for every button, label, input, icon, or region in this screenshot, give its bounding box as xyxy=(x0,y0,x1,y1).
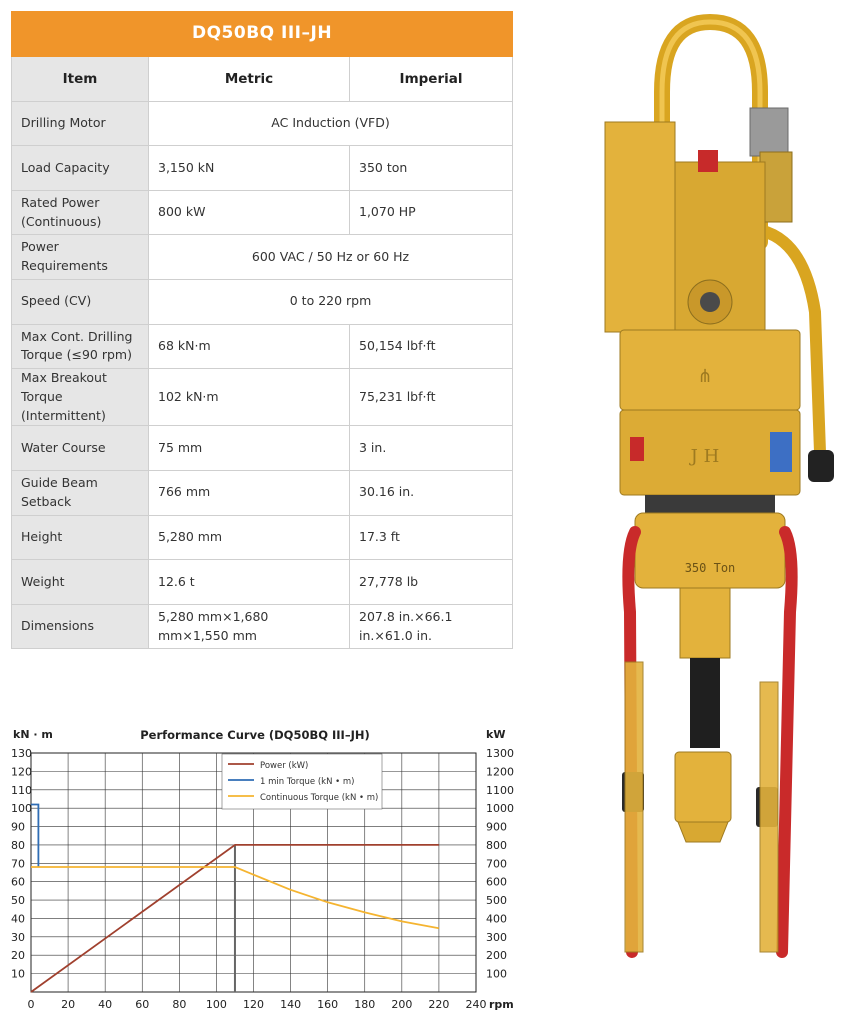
spec-value-metric: 800 kW xyxy=(149,190,350,235)
y-left-tick-label: 40 xyxy=(11,912,25,926)
pipe-handler xyxy=(690,658,720,748)
spec-title: DQ50BQ III–JH xyxy=(12,12,513,57)
spec-item-label: Height xyxy=(12,515,149,560)
spec-item-label: Speed (CV) xyxy=(12,279,149,324)
y-right-axis-title: kW xyxy=(486,728,506,741)
spec-row xyxy=(12,426,513,471)
y-left-tick-label: 10 xyxy=(11,967,25,981)
spec-value-metric: 5,280 mm xyxy=(149,515,350,560)
y-right-tick-label: 900 xyxy=(486,820,507,834)
spec-item-label: Max Breakout Torque (Intermittent) xyxy=(12,369,149,426)
x-tick-label: 180 xyxy=(354,998,376,1011)
spec-item-label: Rated Power (Continuous) xyxy=(12,190,149,235)
spec-value-metric: 766 mm xyxy=(149,471,350,516)
spec-value-imperial: 30.16 in. xyxy=(350,471,513,516)
y-right-tick-label: 300 xyxy=(486,930,507,944)
spec-item-label: Dimensions xyxy=(12,604,149,649)
x-tick-label: 100 xyxy=(205,998,227,1011)
x-tick-label: 200 xyxy=(391,998,413,1011)
y-left-tick-label: 50 xyxy=(11,894,25,908)
hose-end-cap xyxy=(808,450,834,482)
shaft-nose xyxy=(678,822,728,842)
spec-item-label: Power Requirements xyxy=(12,235,149,280)
spec-value-imperial: 3 in. xyxy=(350,426,513,471)
y-left-tick-label: 100 xyxy=(11,802,32,816)
spec-row xyxy=(12,235,513,280)
chart-title: Performance Curve (DQ50BQ III–JH) xyxy=(140,728,370,742)
spec-table xyxy=(11,11,513,649)
x-tick-label: 0 xyxy=(27,998,35,1011)
legend-label-1: 1 min Torque (kN • m) xyxy=(260,777,355,787)
spec-row xyxy=(12,279,513,324)
spec-row xyxy=(12,324,513,369)
y-left-tick-label: 130 xyxy=(11,747,32,760)
link-adapter xyxy=(635,513,785,588)
y-left-tick-label: 120 xyxy=(11,765,32,779)
spec-value-metric: 75 mm xyxy=(149,426,350,471)
left-elevator xyxy=(625,662,643,952)
header-metric: Metric xyxy=(149,57,350,102)
spec-value-metric: 12.6 t xyxy=(149,560,350,605)
right-link xyxy=(782,532,792,952)
y-right-tick-label: 600 xyxy=(486,875,507,889)
spec-value-merged: AC Induction (VFD) xyxy=(149,101,513,146)
spec-value-imperial: 75,231 lbf·ft xyxy=(350,369,513,426)
red-port xyxy=(630,437,644,461)
spec-item-label: Max Cont. Drilling Torque (≤90 rpm) xyxy=(12,324,149,369)
y-right-tick-label: 1200 xyxy=(486,765,514,779)
spec-body xyxy=(12,101,513,649)
spec-value-metric: 102 kN·m xyxy=(149,369,350,426)
spec-value-metric: 5,280 mm×1,680 mm×1,550 mm xyxy=(149,604,350,649)
y-left-tick-label: 90 xyxy=(11,820,25,834)
capacity-stamp: 350 Ton xyxy=(684,561,736,575)
blue-port xyxy=(770,432,792,472)
y-right-tick-label: 100 xyxy=(486,967,507,981)
y-right-tick-label: 1100 xyxy=(486,783,514,797)
spec-value-imperial: 27,778 lb xyxy=(350,560,513,605)
spec-item-label: Drilling Motor xyxy=(12,101,149,146)
spec-value-imperial: 50,154 lbf·ft xyxy=(350,324,513,369)
x-tick-label: 240 xyxy=(465,998,487,1011)
spec-value-merged: 0 to 220 rpm xyxy=(149,279,513,324)
y-right-tick-label: 400 xyxy=(486,912,507,926)
spec-row xyxy=(12,604,513,649)
header-item: Item xyxy=(12,57,149,102)
spec-value-imperial: 207.8 in.×66.1 in.×61.0 in. xyxy=(350,604,513,649)
performance-chart xyxy=(0,720,520,1020)
y-left-tick-label: 80 xyxy=(11,838,25,852)
spec-value-imperial: 17.3 ft xyxy=(350,515,513,560)
spec-value-merged: 600 VAC / 50 Hz or 60 Hz xyxy=(149,235,513,280)
spec-value-imperial: 350 ton xyxy=(350,146,513,191)
y-left-tick-label: 20 xyxy=(11,949,25,963)
saver-sub xyxy=(675,752,731,822)
right-elevator xyxy=(760,682,778,952)
drilling-motor xyxy=(605,122,675,332)
y-right-tick-label: 500 xyxy=(486,894,507,908)
y-right-tick-label: 700 xyxy=(486,857,507,871)
spec-item-label: Guide Beam Setback xyxy=(12,471,149,516)
x-axis-title: rpm xyxy=(489,998,514,1011)
legend-label-0: Power (kW) xyxy=(260,761,309,771)
legend-label-2: Continuous Torque (kN • m) xyxy=(260,793,379,803)
spec-row xyxy=(12,471,513,516)
x-tick-label: 160 xyxy=(317,998,339,1011)
spec-value-imperial: 1,070 HP xyxy=(350,190,513,235)
x-tick-label: 40 xyxy=(98,998,113,1011)
red-valve xyxy=(698,150,718,172)
spec-row xyxy=(12,101,513,146)
x-tick-label: 120 xyxy=(243,998,264,1011)
spec-value-metric: 3,150 kN xyxy=(149,146,350,191)
spec-item-label: Weight xyxy=(12,560,149,605)
logo-letters: J H xyxy=(690,446,720,467)
spec-item-label: Water Course xyxy=(12,426,149,471)
gear-cap-inner xyxy=(700,292,720,312)
x-tick-label: 80 xyxy=(172,998,187,1011)
y-left-tick-label: 60 xyxy=(11,875,25,889)
y-left-tick-label: 70 xyxy=(11,857,25,871)
spec-row xyxy=(12,190,513,235)
x-tick-label: 60 xyxy=(135,998,150,1011)
logo-mark: ⋔ xyxy=(697,366,713,387)
y-left-axis-title: kN · m xyxy=(13,728,53,741)
header-imperial: Imperial xyxy=(350,57,513,102)
y-left-tick-label: 30 xyxy=(11,930,25,944)
y-right-tick-label: 1300 xyxy=(486,747,514,760)
main-shaft-upper xyxy=(680,588,730,658)
spec-item-label: Load Capacity xyxy=(12,146,149,191)
rotary-ring xyxy=(645,495,775,513)
spec-row xyxy=(12,369,513,426)
top-drive-illustration xyxy=(570,12,840,987)
y-right-tick-label: 1000 xyxy=(486,802,514,816)
spec-row xyxy=(12,515,513,560)
spec-value-metric: 68 kN·m xyxy=(149,324,350,369)
x-tick-label: 140 xyxy=(280,998,302,1011)
y-right-tick-label: 800 xyxy=(486,838,507,852)
x-tick-label: 20 xyxy=(61,998,76,1011)
y-left-tick-label: 110 xyxy=(11,783,32,797)
y-right-tick-label: 200 xyxy=(486,949,507,963)
spec-row xyxy=(12,560,513,605)
x-tick-label: 220 xyxy=(428,998,450,1011)
junction-box xyxy=(750,108,788,156)
spec-row xyxy=(12,146,513,191)
